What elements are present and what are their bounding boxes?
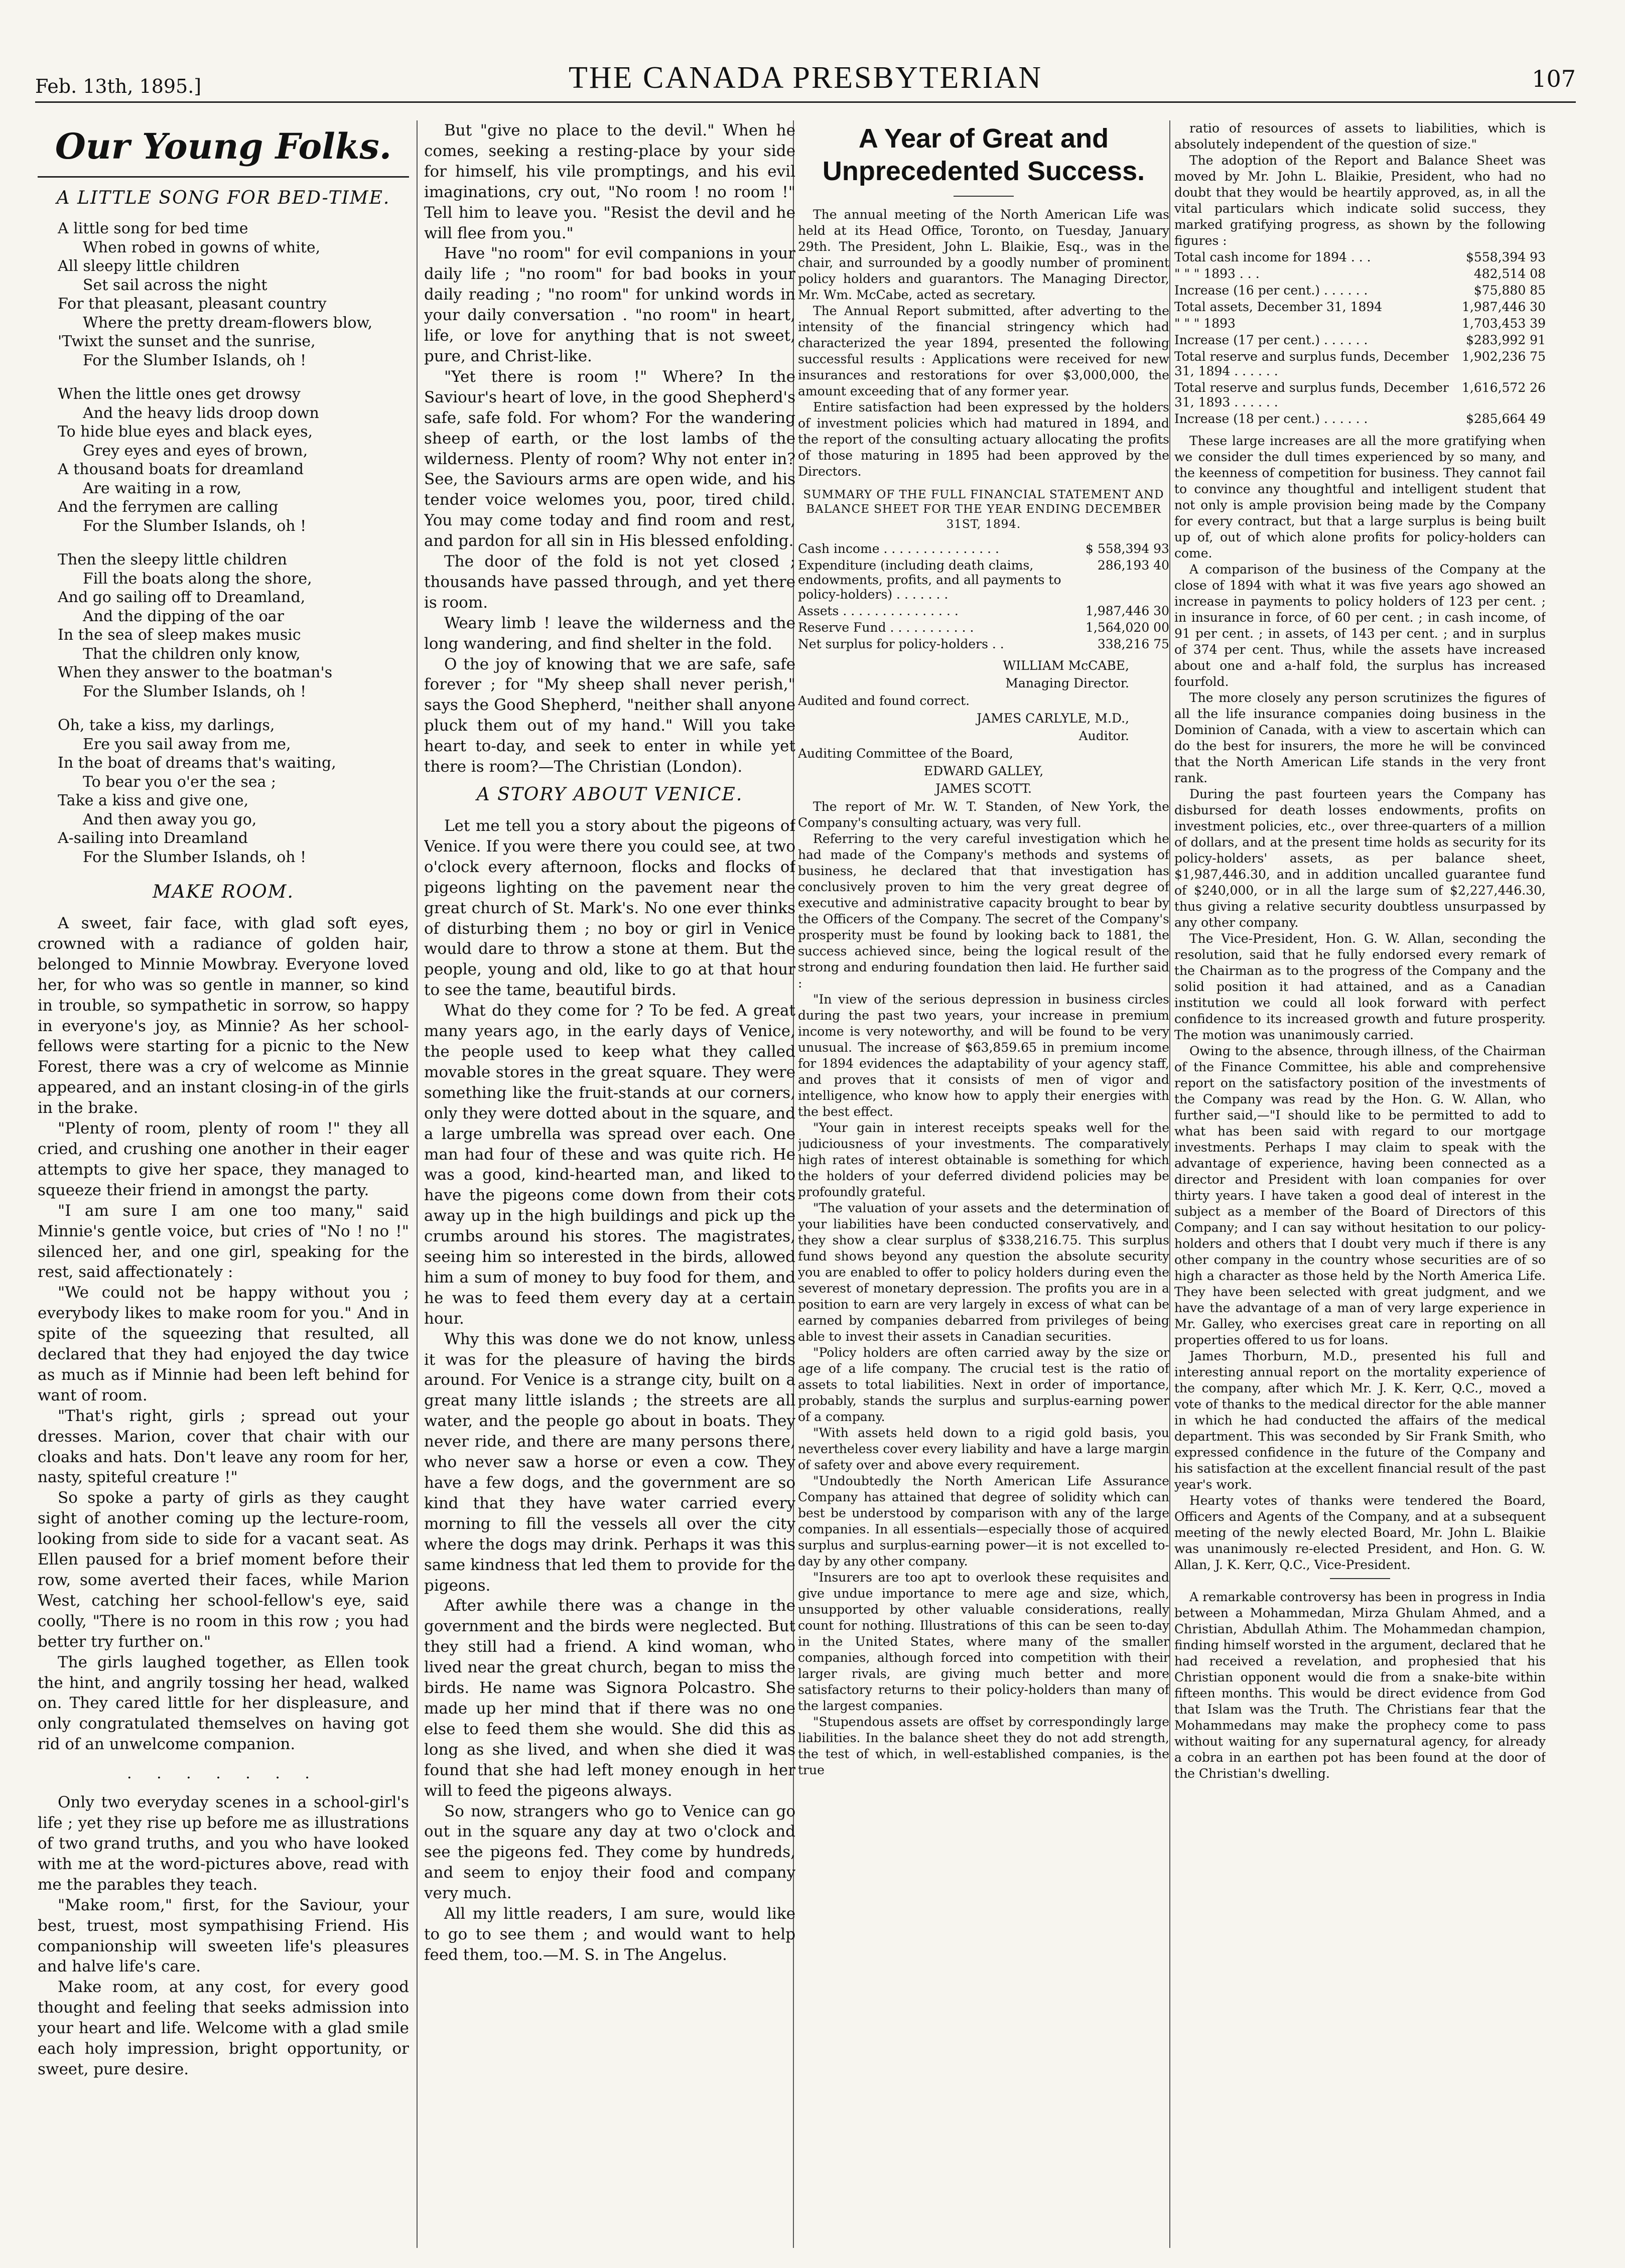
poem-stanza [58, 716, 409, 867]
paragraph: The more closely any person scrutinizes the figures of all the life insurance companies doing business in the Dominion of Canada, with a view to ascertain which can do the best for insurers, the more he will be convinced that the North American Life stands in the very front rank. [1174, 690, 1546, 785]
row-label: Reserve Fund . . . . . . . . . . . [798, 620, 974, 635]
row-label: Increase (17 per cent.) . . . . . . [1174, 333, 1368, 347]
poem-line: 'Twixt the sunset and the sunrise, [58, 333, 316, 350]
row-label: Increase (18 per cent.) . . . . . . [1174, 411, 1368, 426]
poem-line: That the children only know, [83, 645, 301, 663]
poem-line: For the Slumber Islands, oh ! [83, 682, 307, 700]
row-amount: $283,992 91 [1465, 333, 1546, 347]
divider [954, 196, 1014, 197]
row-label: Expenditure (including death claims, endowments, profits, and all payments to policy-holders) . . . . . . . [798, 558, 1061, 602]
article-body [424, 816, 795, 1965]
poem-line: A thousand boats for dreamland [58, 461, 304, 478]
column-2 [424, 120, 795, 2248]
paragraph: "That's right, girls ; spread out your dresses. Marion, cover that chair with our cloaks and hats. Don't leave any room for her, nasty, spiteful creature !" [38, 1406, 409, 1487]
poem-line: To bear you o'er the sea ; [83, 773, 277, 791]
poem-title: A LITTLE SONG FOR BED-TIME. [56, 188, 390, 208]
row-amount: 338,216 75 [1097, 637, 1169, 652]
paragraph: During the past fourteen years the Company has disbursed for death losses endowments, profits on investment policies, etc., over three-quarters of a million of dollars, and at the present time holds as security for its policy-holders' assets, as per balance sheet, $1,987,446.30, and in addition uncalled guarantee fund of $240,000, or in all the large sum of $2,227,446.30, thus giving a relative security doubtless unsurpassed by any other company. [1174, 787, 1546, 930]
row-label: Net surplus for policy-holders . . [798, 637, 1004, 652]
poem-line: And go sailing off to Dreamland, [58, 589, 306, 606]
table-row [798, 540, 1169, 557]
paragraph: Hearty votes of thanks were tendered the Board, Officers and Agents of the Company, and at a subsequent meeting of the newly elected Board, Mr. John L. Blaikie was unanimously re-elected President, and Hon. G. W. Allan, J. K. Kerr, Q.C., Vice-President. [1174, 1493, 1546, 1572]
poem-line: In the sea of sleep makes music [58, 626, 301, 644]
paragraph: Entire satisfaction had been expressed by the holders of investment policies which had matured in 1894, and the report of the consulting actuary allocating the profits of those maturing in 1895 had been approved by the Directors. [798, 399, 1169, 479]
paragraph: The report of Mr. W. T. Standen, of New York, the Company's consulting actuary, was very full. [798, 799, 1169, 830]
paragraph: So spoke a party of girls as they caught sight of another coming up the lecture-room, looking from side to side for a vacant seat. As Ellen paused for a brief moment before their row, some averted their faces, while Marion West, catching her school-fellow's eye, said coolly, "There is no room in this row ; you had better try further on." [38, 1489, 409, 1651]
paragraph: Owing to the absence, through illness, of the Chairman of the Finance Committee, his able and comprehensive report on the satisfactory position of the investments of the Company was read by the Hon. G. W. Allan, who further said,—"I should like to be permitted to add to what has been said with regard to our mortgage investments. Perhaps I may claim to speak with the advantage of experience, having been connected as a director and President with loan companies for over thirty years. I have taken a good deal of interest in the subject as a member of the Board of Directors of this Company; and I can say without hesitation to our policy-holders and others that I doubt very much if there is any other company in the country whose securities are of so high a character as those held by the North America Life. They have been selected with great judgment, and we have the advantage of a man of very large experience in Mr. Galley, who exercises great care in reporting on all properties offered to us for loans. [1174, 1044, 1546, 1347]
table-row [1174, 265, 1546, 282]
paragraph: A comparison of the business of the Company at the close of 1894 with what it was five years ago showed an increase in payments to policy holders of 123 per cent. ; in insurance in force, of 60 per cent. ; in cash income, of 91 per cent. ; in assets, of 143 per cent. ; and in surplus of 374 per cent. Thus, while the assets have increased about one and a-half fold, the surplus has increased fourfold. [1174, 562, 1546, 689]
paragraph: "Yet there is room !" Where? In the Saviour's heart of love, in the good Shepherd's safe, safe fold. For whom? For the wandering sheep of earth, or the lost lambs of the wilderness. Plenty of room? Why not enter in? See, the Saviours arms are open wide, and his tender voice welomes you, poor, tired child. You may come today and find room and rest, and pardon for all sin in His blessed enfolding. [424, 367, 795, 550]
poem-line: When they answer to the boatman's [58, 664, 333, 681]
poem-line: For that pleasant, pleasant country [58, 295, 327, 313]
poem-stanza [58, 219, 409, 370]
poem-line: And the heavy lids droop down [83, 404, 319, 422]
article-title: A STORY ABOUT VENICE. [476, 784, 743, 805]
paragraph: "With assets held down to a rigid gold basis, you nevertheless cover every liability and have a large margin of safety over and above every requirement. [798, 1426, 1169, 1473]
paragraph: "Policy holders are often carried away by the size or age of a life company. The crucial test is the ratio of assets to total liabilities. Next in order of importance, probably, stands the surplus and surplus-earning power of a company. [798, 1345, 1169, 1425]
row-amount: 1,703,453 39 [1462, 316, 1546, 331]
poem-line: Fill the boats along the shore, [83, 570, 312, 588]
poem-line: When robed in gowns of white, [83, 238, 321, 256]
committee-member: EDWARD GALLEY, [923, 764, 1044, 779]
paragraph: "Your gain in interest receipts speaks well for the judiciousness of your investments. The comparatively high rates of interest obtainable is something for which the holders of your deferred dividend policies may be profoundly grateful. [798, 1120, 1169, 1200]
audit-note: Audited and found correct. [798, 693, 970, 708]
paragraph: "In view of the serious depression in business circles during the past two years, your increase in premium income is very noteworthy, and will be found to be very unusual. The increase of $63,859.65 in premium income for 1894 evidences the adaptability of your agency staff, and proves that it consists of men of vigor and intelligence, who know how to apply their energies with the best effect. [798, 992, 1169, 1119]
paragraph: "I am sure I am one too many," said Minnie's gentle voice, but cries of "No ! no !" silenced her, and one girl, speaking for the rest, said affectionately : [38, 1201, 409, 1282]
column-1 [38, 120, 409, 2248]
poem-line: Grey eyes and eyes of brown, [83, 442, 308, 460]
row-label: Total reserve and surplus funds, December 31, 1893 . . . . . . [1174, 380, 1449, 409]
table-row [1174, 348, 1546, 379]
poem-line: A little song for bed time [58, 220, 248, 237]
article-body [1174, 1589, 1546, 1782]
paragraph: The annual meeting of the North American Life was held at its Head Office, Toronto, on Tuesday, January 29th. The President, John L. Blaikie, Esq., was in the chair, and surrounded by a goodly number of prominent policy holders and guarantors. The Managing Director, Mr. Wm. McCabe, acted as secretary. [798, 207, 1169, 302]
row-label: " " " 1893 . . . [1174, 266, 1260, 281]
poem-line: Take a kiss and give one, [58, 792, 249, 809]
paragraph: Only two everyday scenes in a school-girl's life ; yet they rise up before me as illustrations of two grand truths, and you who have looked with me at the word-pictures above, read with me the parables they teach. [38, 1793, 409, 1894]
signature-name: JAMES CARLYLE, M.D., [977, 711, 1129, 726]
row-amount: 1,564,020 00 [1086, 620, 1169, 635]
paragraph: These large increases are all the more gratifying when we consider the dull times experienced by so many, and the keenness of competition for business. They cannot fail to convince any thoughtful and intelligent student that not only is ample provision being made by the Company for every contract, but that a large surplus is being built up of, out of which alone profits for policy-holders can come. [1174, 434, 1546, 560]
poem-line: Set sail across the night [83, 276, 267, 294]
paragraph: "Insurers are too apt to overlook these requisites and give undue importance to mere age and size, which, unsupported by other valuable considerations, really count for nothing. Illustrations of this can be seen to-day in the United States, where many of the smaller companies, although forced into competition with their larger rivals, are giving much better and more satisfactory returns to their policy-holders than many of the largest companies. [798, 1570, 1169, 1714]
poem-line: When the little ones get drowsy [58, 385, 301, 403]
row-label: Assets . . . . . . . . . . . . . . . [798, 604, 959, 619]
poem-line: To hide blue eyes and black eyes, [58, 423, 313, 441]
row-amount: 1,616,572 26 [1462, 380, 1546, 395]
paragraph: ratio of resources of assets to liabilities, which is absolutely independent of the question of size." [1174, 121, 1546, 152]
article-body [1174, 120, 1546, 249]
paragraph: What do they come for ? To be fed. A great many years ago, in the early days of Venice, the people used to keep what they called movable stores in the great square. They were something like the fruit-stands at our corners, only they were dotted about in the square, and a large umbrella was spread over each. One man had four of these and was quite rich. He was a good, kind-hearted man, and liked to have the pigeons come down from their cots away up in the high buildings and pick up the crumbs around his stores. The magistrates, seeing him so interested in the birds, allowed him a sum of money to buy food for them, and he was to feed them every day at a certain hour. [424, 1002, 795, 1328]
paragraph: "Undoubtedly the North American Life Assurance Company has attained that degree of solidity which can best be understood by comparison with any of the large companies. In all essentials—especially those of acquired surplus and surplus-earning power—it is not excelled to-day by any other company. [798, 1474, 1169, 1569]
table-row [1174, 282, 1546, 299]
page-header [35, 56, 1576, 103]
article-body [798, 207, 1169, 480]
table-row [1174, 410, 1546, 427]
poem-line: And the dipping of the oar [83, 607, 284, 625]
row-label: " " " 1893 [1174, 316, 1236, 331]
table-row [798, 619, 1169, 636]
paragraph: The adoption of the Report and Balance Sheet was moved by Mr. John L. Blaikie, President, who had no doubt that they would be heartily approved, as, in all the vital particulars which indicate solid success, they marked gratifying progress, as shown by the following figures : [1174, 153, 1546, 248]
row-label: Total assets, December 31, 1894 [1174, 300, 1383, 314]
paragraph: "Stupendous assets are offset by correspondingly large liabilities. In the balance sheet they do not add strength, the test of which, in well-established companies, is the true [798, 1715, 1169, 1778]
poem-stanza [58, 550, 409, 701]
paragraph: Weary limb ! leave the wilderness and the long wandering, and find shelter in the fold. [424, 614, 795, 653]
paragraph: So now, strangers who go to Venice can go out in the square any day at two o'clock and see the pigeons fed. They come by hundreds, and seem to enjoy their food and company very much. [424, 1802, 795, 1903]
column-3 [798, 120, 1169, 2248]
row-amount: 1,902,236 75 [1462, 349, 1546, 364]
separator-dots: . . . . . . . [127, 1765, 320, 1783]
poem-line: Are waiting in a row, [83, 479, 242, 497]
paragraph: "Plenty of room, plenty of room !" they all cried, and crushing one another in their eager attempts to give her space, they managed to squeeze their friend in amongst the party. [38, 1119, 409, 1199]
table-row [1174, 315, 1546, 332]
article-headline: A Year of Great and Unprecedented Success. [822, 123, 1145, 186]
paragraph: A sweet, fair face, with glad soft eyes, crowned with a radiance of golden hair, belonged to Minnie Mowbray. Everyone loved her, for who was so gentle in manner, so kind in trouble, so sympathetic in sorrow, so happy in everyone's joy, as Minnie? As her school-fellows were starting for a picnic to the New Forest, there was a cry of welcome as Minnie appeared, and an instant closing-in of the girls in the brake. [38, 914, 409, 1117]
poem [38, 219, 409, 867]
row-label: Total reserve and surplus funds, December 31, 1894 . . . . . . [1174, 349, 1449, 378]
paragraph: A remarkable controversy has been in progress in India between a Mohammedan, Mirza Ghulam Ahmed, and a Christian, Abdullah Athim. The Mohammedan champion, finding himself worsted in the argument, declared that he had received a revelation, and prophesied that his Christian opponent would die from a snake-bite within fifteen months. This would be direct evidence from God that Islam was the Truth. The Christians fear that the Mohammedans may make the prophecy come to pass without waiting for any supernatural agency, for already a cobra in an earthen pot has been found at the door of the Christian's dwelling. [1174, 1590, 1546, 1781]
paragraph: "We could not be happy without you ; everybody likes to make room for you." And in spite of the squeezing that resulted, all declared that they had enjoyed the day twice as much as if Minnie had been left behind for want of room. [38, 1284, 409, 1404]
table-row [1174, 379, 1546, 410]
article-body [1174, 433, 1546, 1573]
page-number: 107 [1532, 65, 1576, 92]
column-4 [1174, 120, 1546, 2248]
row-amount: $ 558,394 93 [1086, 541, 1169, 556]
row-amount: $558,394 93 [1465, 250, 1546, 264]
issue-date: Feb. 13th, 1895.] [35, 75, 202, 97]
divider [38, 176, 409, 178]
poem-line: For the Slumber Islands, oh ! [83, 517, 307, 535]
row-amount: $285,664 49 [1465, 411, 1546, 426]
poem-line: In the boat of dreams that's waiting, [58, 754, 336, 772]
paragraph: The door of the fold is not yet closed ; thousands have passed through, and yet there is room. [424, 552, 795, 612]
table-row [798, 636, 1169, 652]
signature-name: WILLIAM McCABE, [1003, 658, 1129, 673]
article-body [38, 913, 409, 1755]
paragraph: "Make room," first, for the Saviour, your best, truest, most sympathising Friend. His companionship will sweeten life's pleasures and halve life's care. [38, 1896, 409, 1976]
poem-line: For the Slumber Islands, oh ! [83, 351, 307, 369]
row-amount: 1,987,446 30 [1462, 300, 1546, 314]
poem-line: And then away you go, [83, 810, 257, 828]
paragraph: Why this was done we do not know, unless it was for the pleasure of having the birds around. For Venice is a strange city, built on a great many little islands ; the streets are all water, and the people go about in boats. They never ride, and there are many persons there, who never saw a horse or even a cow. They have a few dogs, and the government are so kind that they have water carried every morning to fill the vessels all over the city where the dogs may drink. Perhaps it was this same kindness that led them to provide for the pigeons. [424, 1330, 795, 1595]
article-title: MAKE ROOM. [153, 882, 294, 902]
table-row [798, 603, 1169, 619]
paragraph: Make room, at any cost, for every good thought and feeling that seeks admission into your heart and life. Welcome with a glad smile each holy impression, bright opportunity, or sweet, pure desire. [38, 1978, 409, 2078]
paragraph: Referring to the very careful investigation which he had made of the Company's methods and systems of business, he declared that that investigation has conclusively proven to him the very great degree of executive and administrative capacity brought to bear by the Officers of the Company. The secret of the Company's prosperity must be found by looking back to 1881, the success achieved since, being the logical result of the strong and enduring foundation then laid. He further said : [798, 831, 1169, 991]
table-row [798, 557, 1169, 603]
newspaper-title: THE CANADA PRESBYTERIAN [569, 61, 1042, 95]
poem-line: Where the pretty dream-flowers blow, [83, 314, 373, 332]
poem-line: Then the sleepy little children [58, 551, 287, 569]
column-divider [1169, 120, 1170, 2248]
row-amount: 482,514 08 [1473, 266, 1546, 281]
poem-line: All sleepy little children [58, 257, 240, 275]
article-body [424, 120, 795, 777]
article-body [38, 1792, 409, 2080]
paragraph: After awhile there was a change in the government and the birds were neglected. But they still had a friend. A kind woman, who lived near the great church, began to miss the birds. He name was Signora Polcastro. She made up her mind that if there was no one else to feed them she would. She did this as long as she lived, and when she died it was found that she had left money enough in her will to feed the pigeons always. [424, 1597, 795, 1800]
row-label: Cash income . . . . . . . . . . . . . . . [798, 541, 999, 556]
row-amount: 1,987,446 30 [1086, 604, 1169, 619]
financial-table [798, 540, 1169, 652]
row-label: Total cash income for 1894 . . . [1174, 250, 1371, 264]
paragraph: The girls laughed together, as Ellen took the hint, and angrily tossing her head, walked on. They cared little for her displeasure, and only congratulated themselves on having got rid of an unwelcome companion. [38, 1653, 409, 1754]
committee-label: Auditing Committee of the Board, [798, 746, 1013, 761]
paragraph: All my little readers, I am sure, would like to go to see them ; and would want to help feed them, too.—M. S. in The Angelus. [424, 1905, 795, 1964]
poem-stanza [58, 385, 409, 535]
signature-role: Managing Director. [1005, 676, 1129, 691]
divider [1330, 1578, 1390, 1579]
paragraph: The Annual Report submitted, after adverting to the intensity of the financial stringency which had characterized the year 1894, presented the following successful results : Applications were received for new insurances and restorations for over $3,000,000, the amount exceeding that of any former year. [798, 303, 1169, 398]
poem-line: Ere you sail away from me, [83, 735, 291, 753]
row-amount: 286,193 40 [1097, 558, 1169, 573]
paragraph: The Vice-President, Hon. G. W. Allan, seconding the resolution, said that he fully endorsed every remark of the Chairman as to the progress of the Company and the solid position it had attained, and as a Canadian institution we could all look forward with perfect confidence to its increased growth and future prosperity. The motion was unanimously carried. [1174, 931, 1546, 1042]
article-body [798, 799, 1169, 1778]
poem-line: And the ferrymen are calling [58, 498, 279, 516]
row-label: Increase (16 per cent.) . . . . . . [1174, 283, 1368, 298]
poem-line: A-sailing into Dreamland [58, 829, 248, 847]
financial-summary-title: SUMMARY OF THE FULL FINANCIAL STATEMENT AND BALANCE SHEET FOR THE YEAR ENDING DECEMBER 31ST, 1894. [803, 488, 1164, 531]
committee-member: JAMES SCOTT. [935, 781, 1032, 796]
financial-table [1174, 249, 1546, 427]
paragraph: "The valuation of your assets and the determination of your liabilities have been conducted conservatively, and they show a clear surplus of $338,216.75. This surplus fund shows beyond any question the absolute security you are enabled to offer to policy holders during even the severest of monetary depression. The profits you are in a position to earn are very largely in excess of what can be earned by companies debarred from privileges of being able to invest their assets in Canadian securities. [798, 1201, 1169, 1344]
table-row [1174, 249, 1546, 265]
paragraph: But "give no place to the devil." When he comes, seeking a resting-place by your side for himself, his vile promptings, and his evil imaginations, cry out, "No room ! no room !" Tell him to leave you. "Resist the devil and he will flee from you." [424, 121, 795, 242]
row-amount: $75,880 85 [1473, 283, 1546, 298]
section-title: Our Young Folks. [55, 125, 392, 167]
paragraph: O the joy of knowing that we are safe, safe forever ; for "My sheep shall never perish," says the Good Shepherd, "neither shall anyone pluck them out of my hand." Will you take heart to-day, and seek to enter in while yet there is room?—The Christian (London). [424, 655, 795, 776]
paragraph: James Thorburn, M.D., presented his full and interesting annual report on the mortality experience of the company, after which Mr. J. K. Kerr, Q.C., moved a vote of thanks to the medical director for the able manner in which he had conducted the affairs of the medical department. This was seconded by Sir Frank Smith, who expressed confidence in the future of the Company and his satisfaction at the excellent financial result of the past year's work. [1174, 1349, 1546, 1492]
paragraph: Have "no room" for evil companions in your daily life ; "no room" for bad books in your daily reading ; "no room" for unkind words in your daily conversation . "no room" in heart, life, or love for anything that is not sweet, pure, and Christ-like. [424, 244, 795, 365]
table-row [1174, 299, 1546, 315]
poem-line: Oh, take a kiss, my darlings, [58, 717, 275, 734]
paragraph: Let me tell you a story about the pigeons of Venice. If you were there you could see, at two o'clock every afternoon, flocks and flocks of pigeons lighting on the pavement near the great church of St. Mark's. No one ever thinks of disturbing them ; no boy or girl in Venice would dare to throw a stone at them. But the people, young and old, like to go at that hour to see the tame, beautiful birds. [424, 817, 795, 1000]
signature-role: Auditor. [1078, 729, 1129, 744]
column-divider [417, 120, 418, 2248]
table-row [1174, 332, 1546, 348]
poem-line: For the Slumber Islands, oh ! [83, 848, 307, 866]
